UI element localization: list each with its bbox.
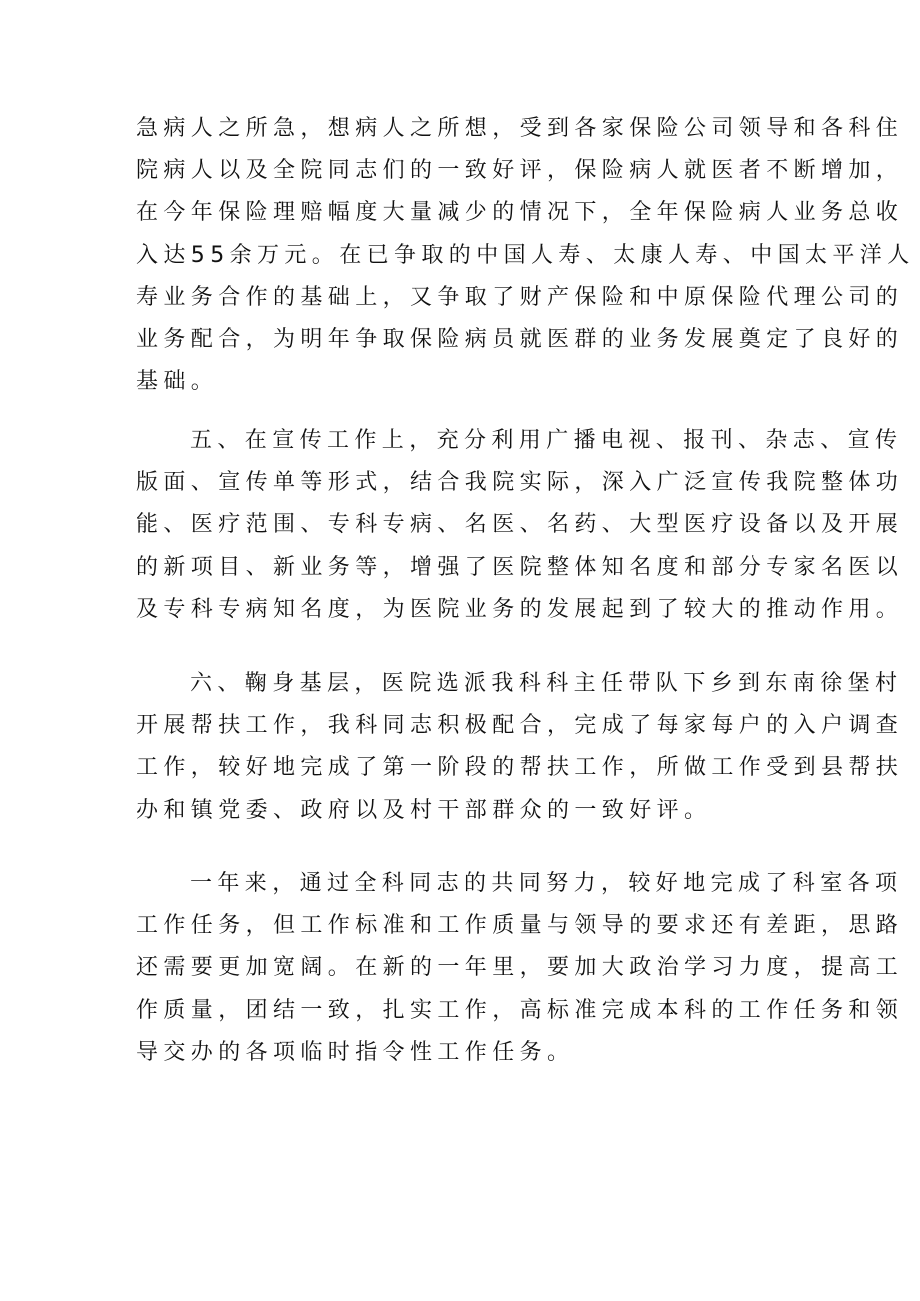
text-line: 院病人以及全院同志们的一致好评，保险病人就医者不断增加， bbox=[136, 158, 904, 184]
text-line: 六、鞠身基层，医院选派我科科主任带队下乡到东南徐堡村 bbox=[190, 671, 903, 696]
paragraph-grassroots bbox=[136, 663, 904, 832]
text-line: 能、医疗范围、专科专病、名医、名药、大型医疗设备以及开展 bbox=[136, 512, 904, 538]
text-line: 在今年保险理赔幅度大量减少的情况下，全年保险病人业务总收 bbox=[136, 200, 904, 226]
text-line: 入达55余万元。在已争取的中国人寿、太康人寿、中国太平洋人 bbox=[136, 242, 915, 268]
text-line: 及专科专病知名度，为医院业务的发展起到了较大的推动作用。 bbox=[136, 596, 904, 622]
paragraph-insurance bbox=[136, 108, 915, 403]
text-line: 版面、宣传单等形式，结合我院实际，深入广泛宣传我院整体功 bbox=[136, 470, 904, 496]
text-line: 寿业务合作的基础上，又争取了财产保险和中原保险代理公司的 bbox=[136, 284, 904, 310]
text-line: 还需要更加宽阔。在新的一年里，要加大政治学习力度，提高工 bbox=[136, 955, 904, 981]
text-line: 开展帮扶工作，我科同志积极配合，完成了每家每户的入户调查 bbox=[136, 713, 904, 739]
text-line: 办和镇党委、政府以及村干部群众的一致好评。 bbox=[136, 797, 712, 823]
text-line: 五、在宣传工作上，充分利用广播电视、报刊、杂志、宣传 bbox=[190, 428, 903, 453]
text-line: 业务配合，为明年争取保险病员就医群的业务发展奠定了良好的 bbox=[136, 326, 904, 352]
text-line: 工作，较好地完成了第一阶段的帮扶工作，所做工作受到县帮扶 bbox=[136, 755, 904, 781]
text-line: 工作任务，但工作标准和工作质量与领导的要求还有差距，思路 bbox=[136, 913, 904, 939]
paragraph-summary bbox=[136, 863, 904, 1074]
text-line: 作质量，团结一致，扎实工作，高标准完成本科的工作任务和领 bbox=[136, 997, 904, 1023]
text-line: 一年来，通过全科同志的共同努力，较好地完成了科室各项 bbox=[190, 871, 903, 896]
text-line: 的新项目、新业务等，增强了医院整体知名度和部分专家名医以 bbox=[136, 554, 904, 580]
text-line: 基础。 bbox=[136, 369, 219, 395]
paragraph-publicity bbox=[136, 420, 904, 631]
text-line: 导交办的各项临时指令性工作任务。 bbox=[136, 1039, 575, 1065]
text-line: 急病人之所急，想病人之所想，受到各家保险公司领导和各科住 bbox=[136, 116, 904, 141]
